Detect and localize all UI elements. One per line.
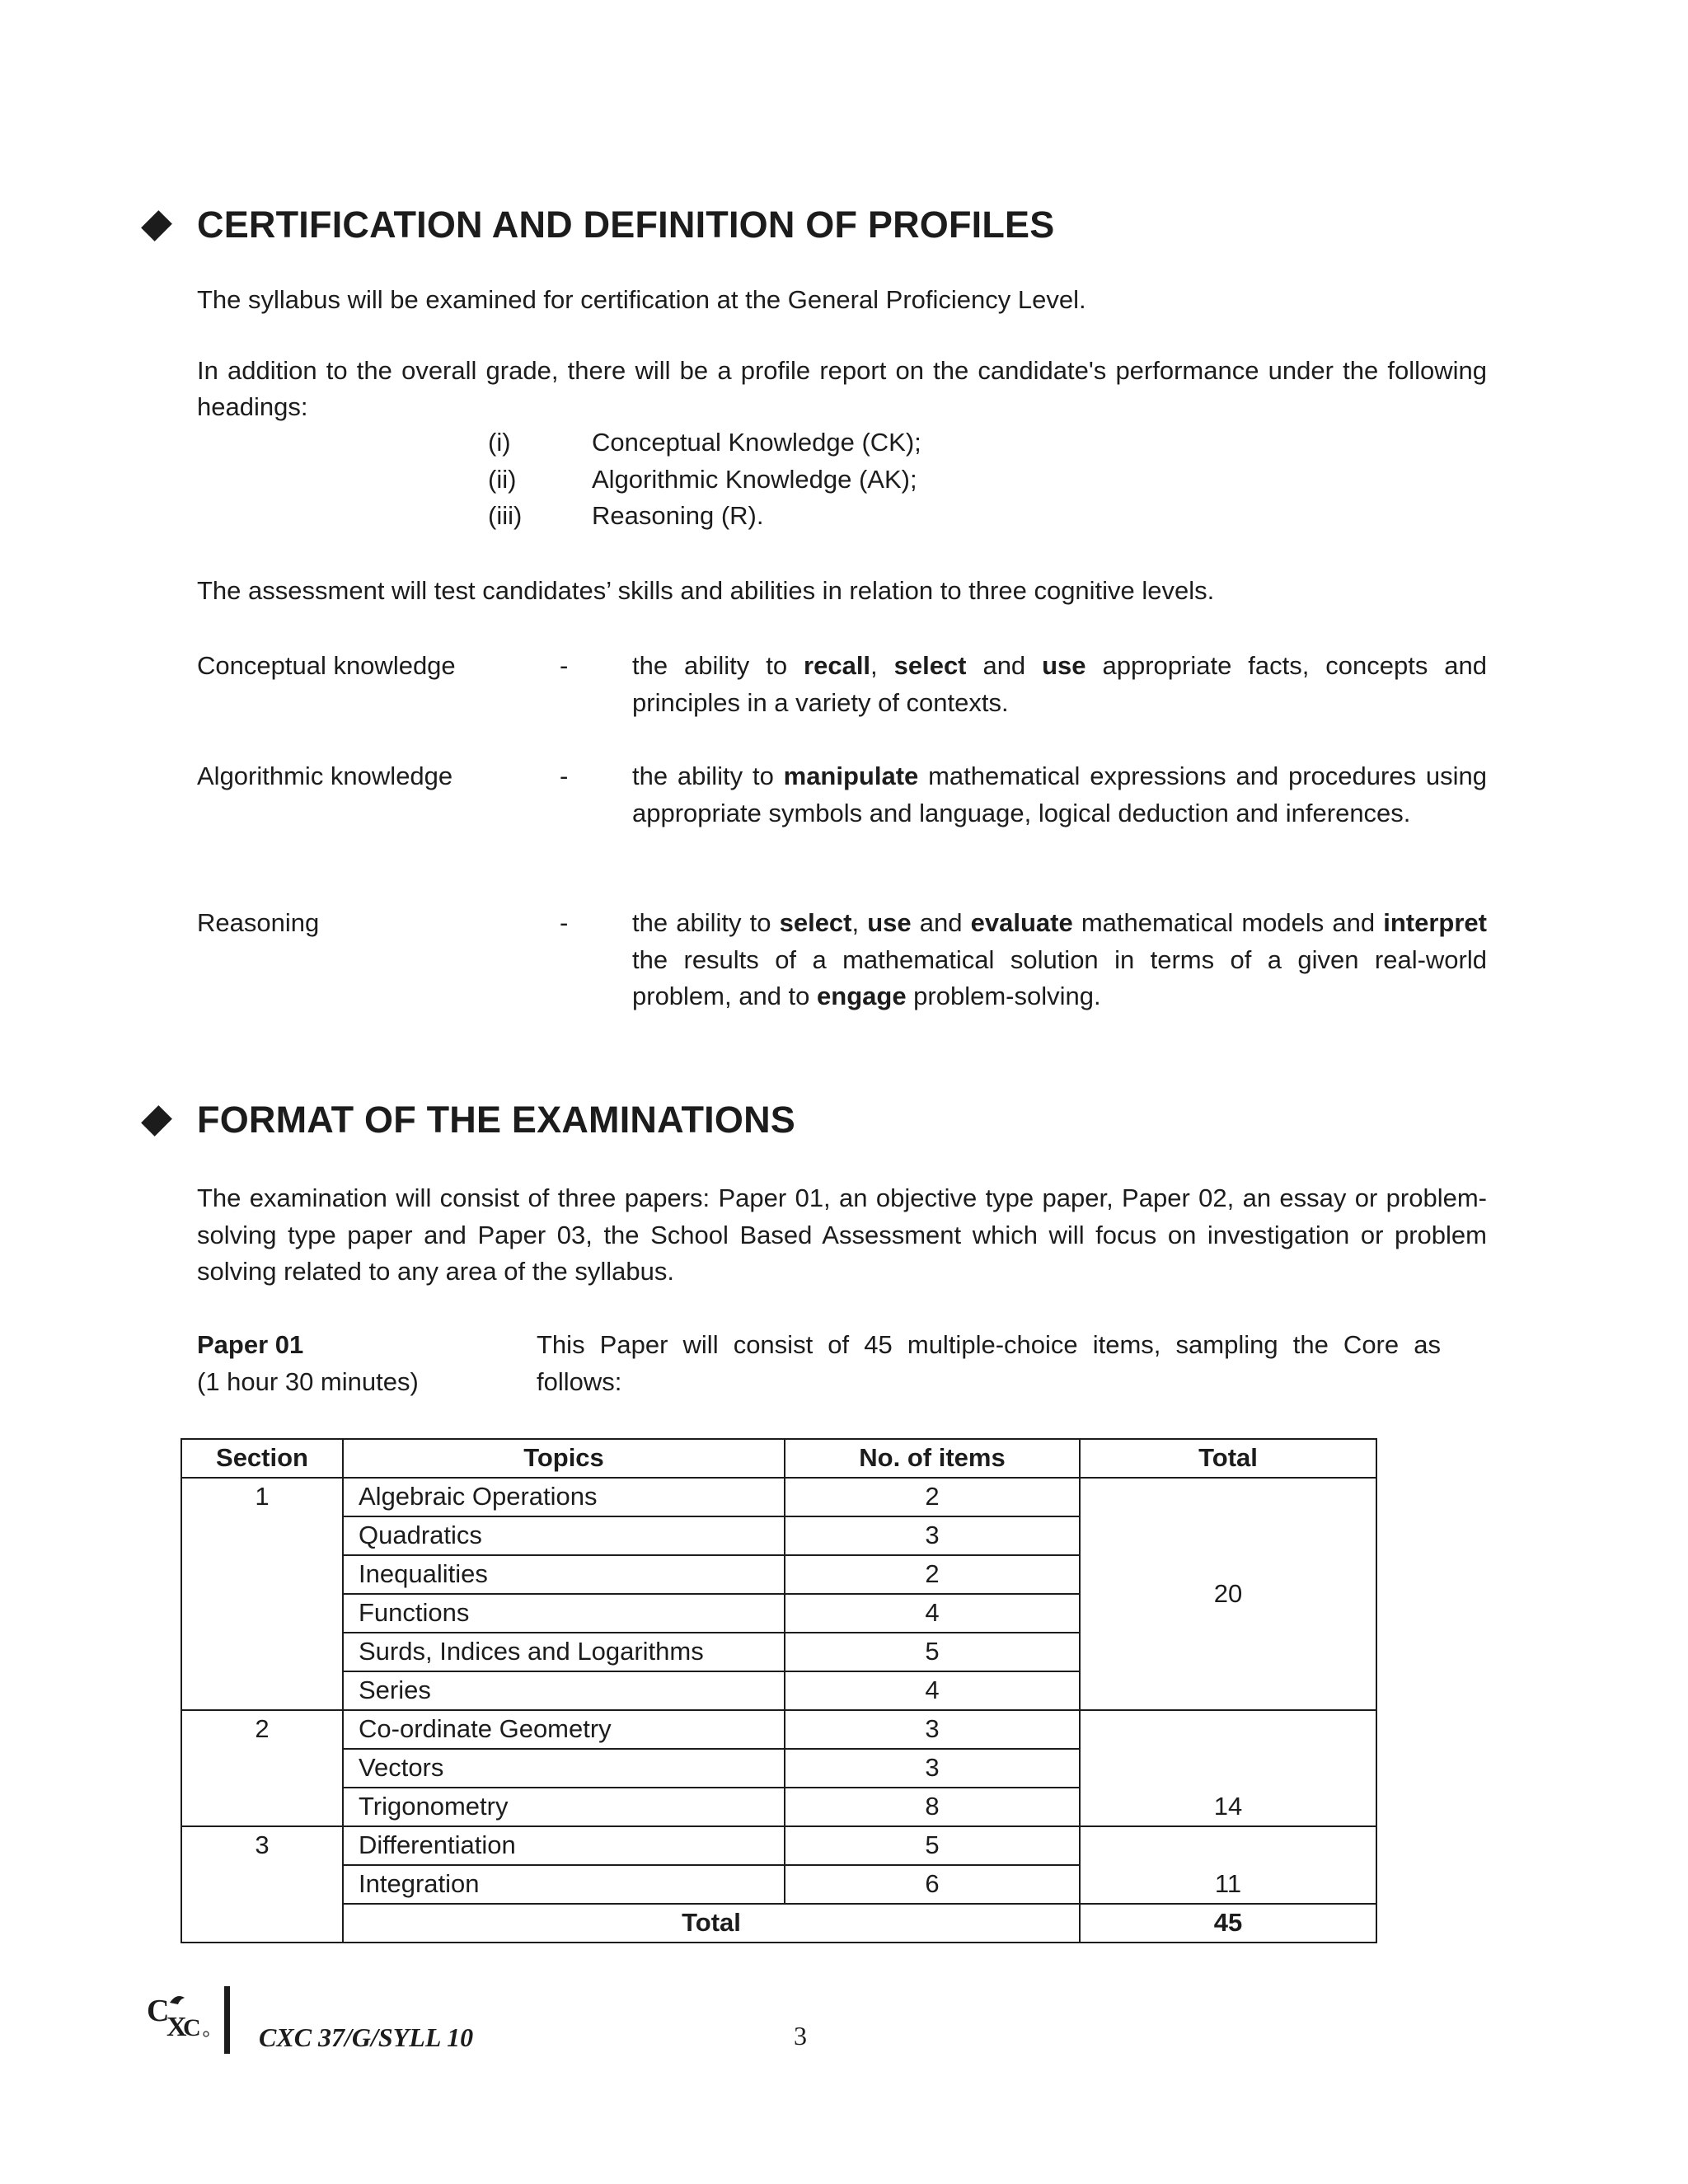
table-row: Functions 4	[181, 1594, 1376, 1633]
footer-code: CXC 37/G/SYLL 10	[259, 2022, 474, 2052]
table-row: Vectors 3	[181, 1749, 1376, 1788]
paper01-description: This Paper will consist of 45 multiple-choice items, sampling the Core as follows:	[537, 1330, 1441, 1396]
paragraph: The examination will consist of three papers: Paper 01, an objective type paper, Paper 02, an essay or problem-solving type paper and Paper 03, the School Based Assessment which will focus on investigation or problem solving related to any area of the syllabus.	[197, 1183, 1487, 1286]
table-row: Quadratics 3	[181, 1516, 1376, 1555]
page-number: 3	[794, 2021, 807, 2050]
footer-divider	[224, 1986, 230, 2054]
items-table	[181, 1438, 1377, 1943]
svg-text:X: X	[166, 2012, 187, 2042]
table-header-row: Section Topics No. of items Total	[181, 1439, 1376, 1478]
paragraph: The syllabus will be examined for certification at the General Proficiency Level.	[197, 285, 1086, 314]
table-row: 2 Co-ordinate Geometry 3 14	[181, 1710, 1376, 1749]
table-row: 1 Algebraic Operations 2 20	[181, 1478, 1376, 1516]
paper01-title: Paper 01	[197, 1330, 304, 1359]
table-total-row: Total 45	[181, 1904, 1376, 1943]
svg-text:C: C	[183, 2014, 201, 2041]
diamond-bullet-icon	[141, 1105, 172, 1137]
cxc-logo-icon	[147, 1988, 213, 2044]
table-row: Trigonometry 8	[181, 1788, 1376, 1826]
paper01-duration: (1 hour 30 minutes)	[197, 1366, 419, 1396]
table-row: Series 4	[181, 1671, 1376, 1710]
table-row: Surds, Indices and Logarithms 5	[181, 1633, 1376, 1671]
table-row: Integration 6	[181, 1865, 1376, 1904]
paragraph: The assessment will test candidates’ skills and abilities in relation to three cognitive levels.	[197, 576, 1215, 605]
table-row: Inequalities 2	[181, 1555, 1376, 1594]
paragraph: In addition to the overall grade, there will be a profile report on the candidate's performance under the following headings:	[197, 356, 1487, 421]
table-row: 3 Differentiation 5 11	[181, 1826, 1376, 1865]
diamond-bullet-icon	[141, 210, 172, 241]
document-page: CERTIFICATION AND DEFINITION OF PROFILES The syllabus will be examined for certification at the General Proficiency Level. In addition to the overall grade, there will be a profile report on the candidate's performance under the following headings: (i) Conceptual Knowledge (CK); (ii) Algorithmic Knowledge (AK); (iii) Reasoning (R). The assessment will test candidates’ skills and abilities in relation to three cognitive levels. Conceptual knowledge - the ability to recall, select and use appropriate facts, concepts and principles in a variety of contexts. Algorithmic knowledge - the ability to manipulate mathematical expressions and procedures using appropriate symbols and language, logical deduction and inferences. Reasoning - the ability to select, use and evaluate mathematical models and interpret the results of a mathematical solution in terms of a given real-world problem, and to engage problem-solving. FORMAT OF THE EXAMINATIONS The examination will consist of three papers: Paper 01, an objective type paper, Paper 02, an essay or problem-solving type paper and Paper 03, the School Based Assessment which will focus on investigation or problem solving related to any area of the syllabus. Paper 01 (1 hour 30 minutes) This Paper will consist of 45 multiple-choice items, sampling the Core as follows: Section Topics No. of items Total 1 Algebraic Operations 2 20 Quadratics 3 Inequalities 2 Functions 4 Surds, Indices and Logarithms 5 Series 4 2 Co-ordinate Geometry 3 14 Vectors 3 Trigonometry 8 3 Differentiation 5 11 Integration 6 Total 45 C X C CXC 37/G/SYLL 10 3	[0, 0, 1688, 2184]
svg-text:C: C	[147, 1994, 170, 2028]
